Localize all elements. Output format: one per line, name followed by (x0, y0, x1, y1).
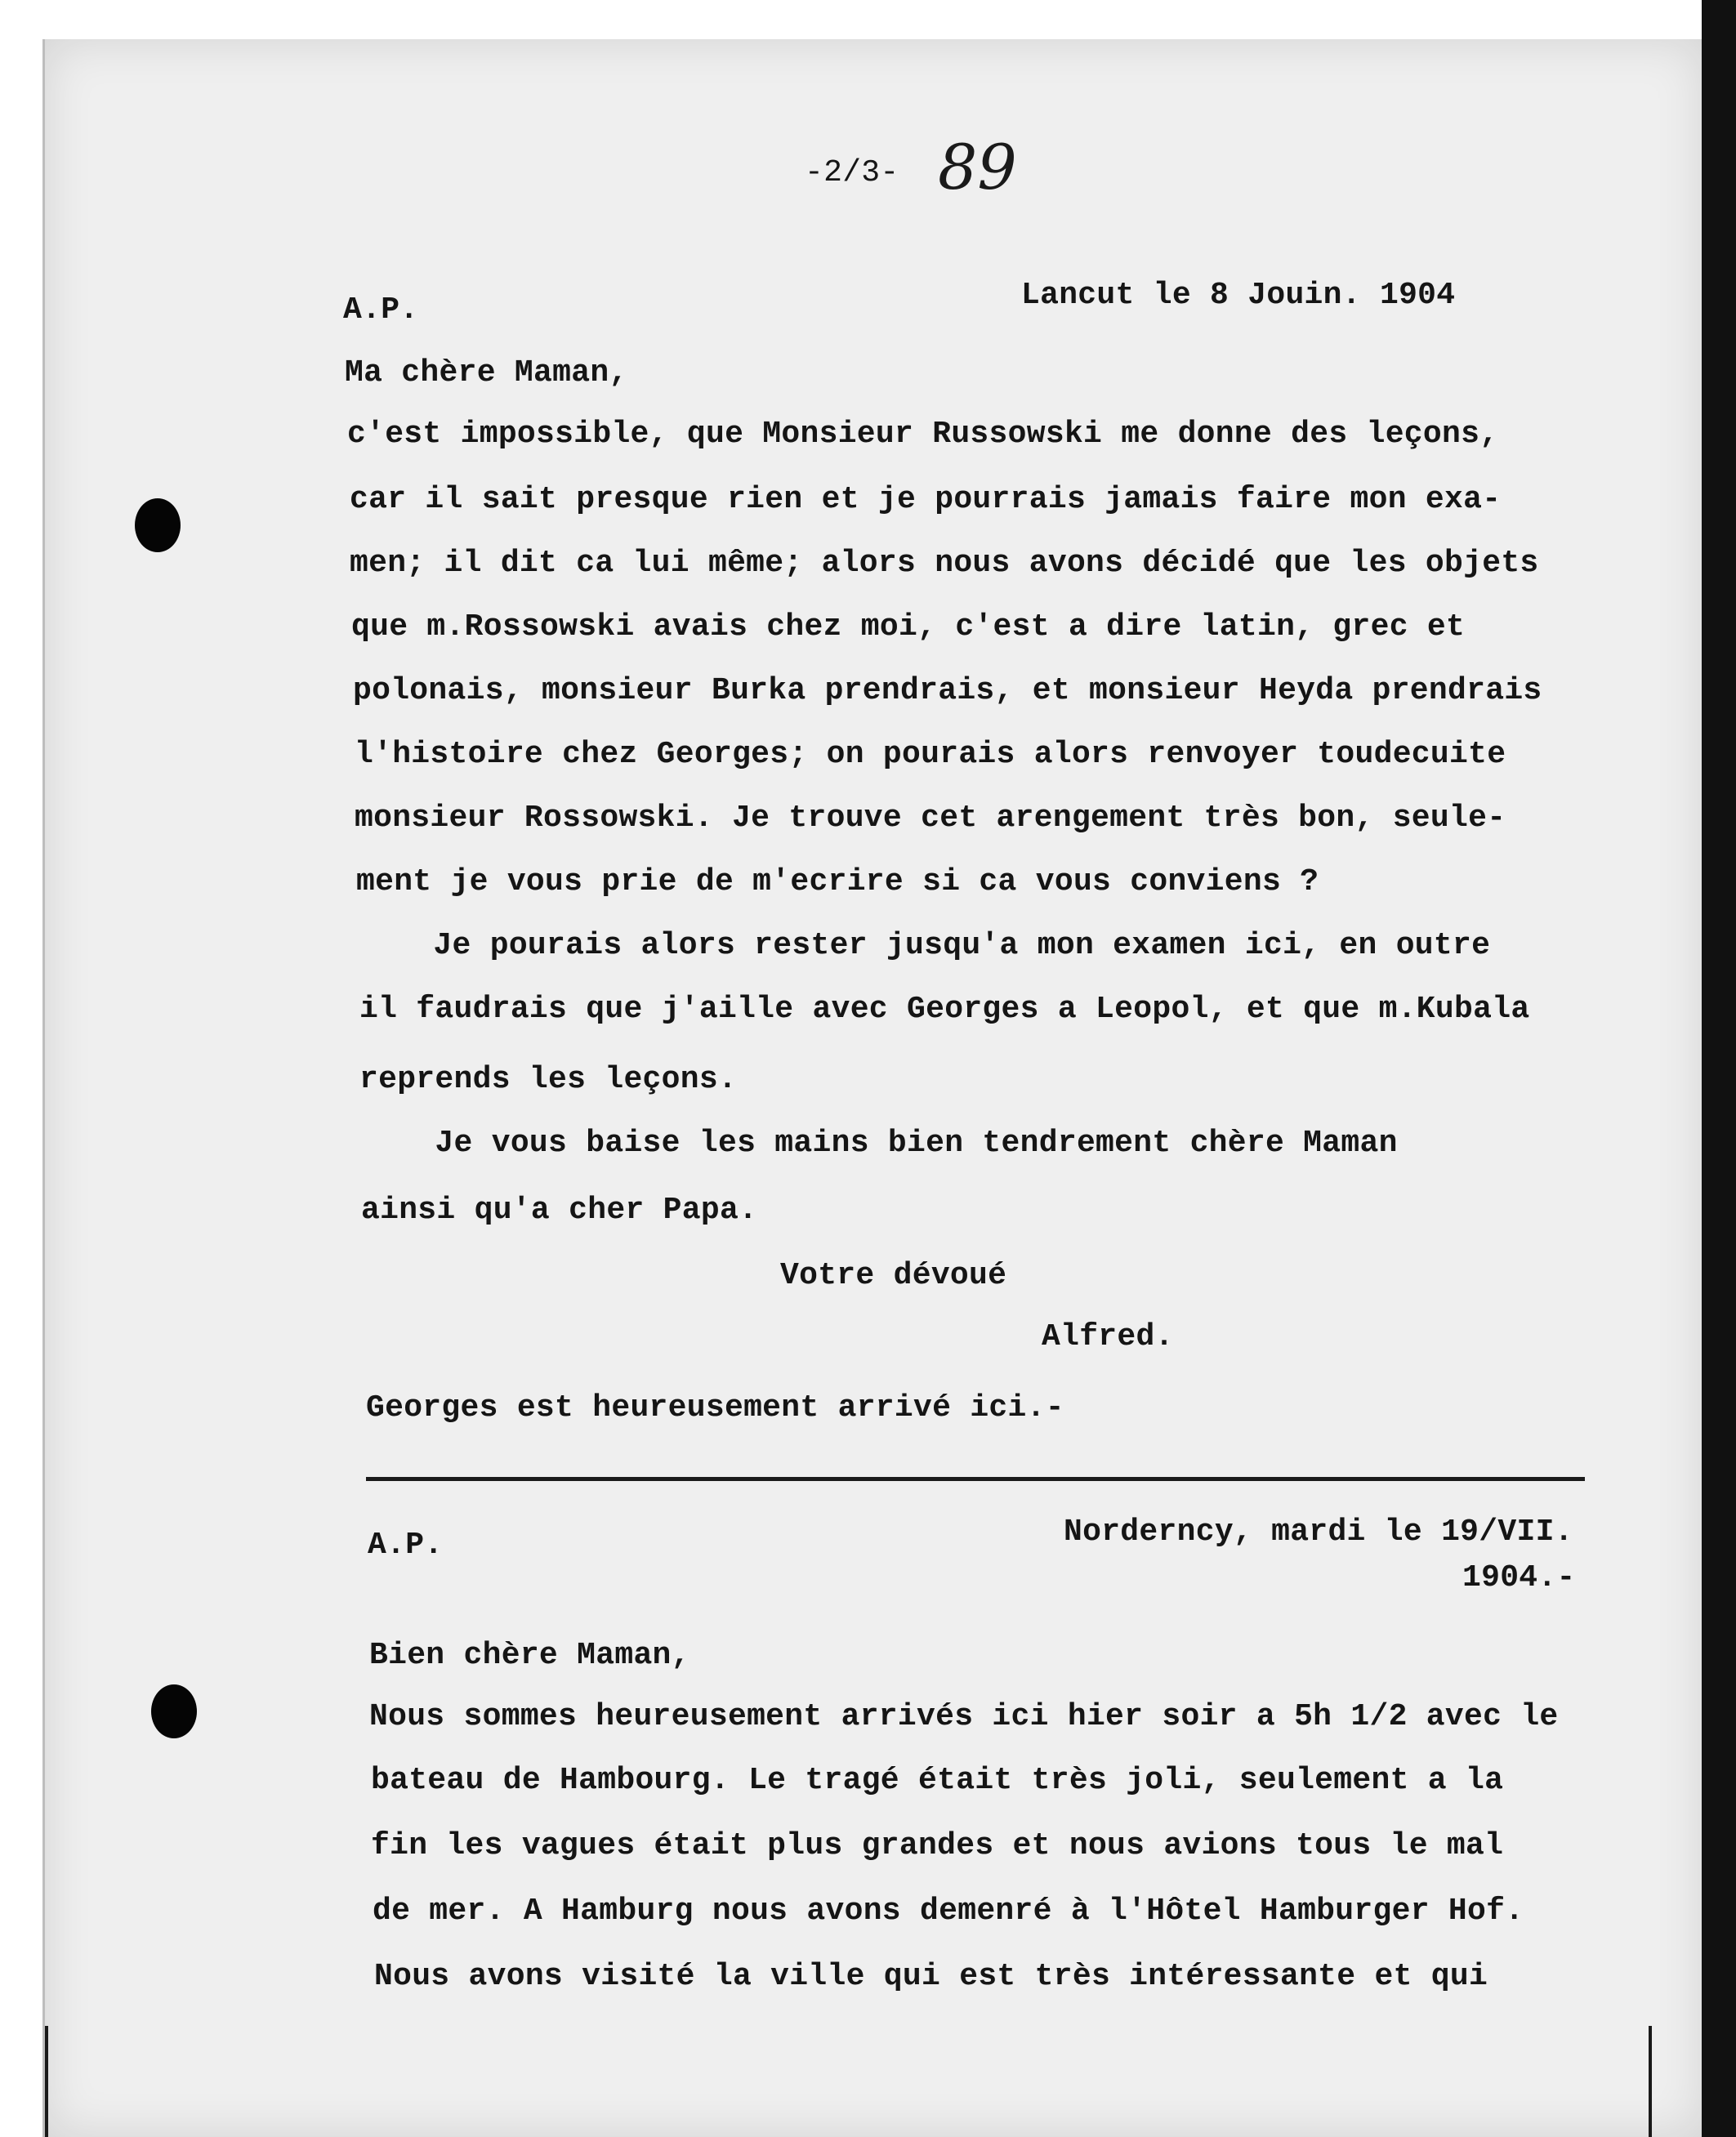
letter1-line: Je vous baise les mains bien tendrement chère Maman (359, 1126, 1398, 1161)
letter1-line: Je pourais alors rester jusqu'a mon examen ici, en outre (358, 928, 1491, 963)
letter1-line: ment je vous prie de m'ecrire si ca vous conviens ? (356, 864, 1319, 899)
letter-divider (366, 1477, 1585, 1481)
page-number: -2/3- (805, 155, 899, 190)
letter1-line: il faudrais que j'aille avec Georges a Leopol, et que m.Kubala (359, 992, 1530, 1027)
letter1-line: ainsi qu'a cher Papa. (361, 1193, 758, 1228)
letter1-place-date: Lancut le 8 Jouin. 1904 (1021, 278, 1456, 313)
letter1-line: l'histoire chez Georges; on pourais alors renvoyer toudecuite (355, 737, 1506, 772)
letter2-line: Nous sommes heureusement arrivés ici hier soir a 5h 1/2 avec le (369, 1699, 1559, 1734)
letter1-line: men; il dit ca lui même; alors nous avons décidé que les objets (350, 546, 1539, 581)
letter2-line: bateau de Hambourg. Le tragé était très joli, seulement a la (371, 1763, 1504, 1798)
letter1-postscript: Georges est heureusement arrivé ici.- (366, 1390, 1064, 1425)
letter1-signature: Alfred. (1042, 1319, 1174, 1354)
letter1-salutation: Ma chère Maman, (345, 355, 628, 390)
letter2-line: de mer. A Hamburg nous avons demenré à l'Hôtel Hamburger Hof. (373, 1894, 1524, 1929)
letter1-line: monsieur Rossowski. Je trouve cet arengement très bon, seule- (355, 801, 1506, 836)
letter1-line: reprends les leçons. (359, 1062, 738, 1097)
punch-hole-bottom (151, 1684, 197, 1738)
letter2-place-date-line1: Norderncy, mardi le 19/VII. (1064, 1515, 1573, 1550)
letter2-initials: A.P. (368, 1528, 444, 1563)
letter2-place-date-line2: 1904.- (1462, 1560, 1576, 1595)
handwritten-folio-number: 89 (938, 131, 1017, 203)
paper-sheet (42, 39, 1703, 2137)
letter2-salutation: Bien chère Maman, (369, 1638, 690, 1673)
letter1-line: que m.Rossowski avais chez moi, c'est a dire latin, grec et (351, 609, 1466, 645)
letter1-line: c'est impossible, que Monsieur Russowski me donne des leçons, (347, 417, 1499, 452)
letter2-line: fin les vagues était plus grandes et nous avions tous le mal (371, 1828, 1504, 1863)
letter1-line: car il sait presque rien et je pourrais jamais faire mon exa- (350, 482, 1502, 517)
letter1-initials: A.P. (343, 292, 419, 328)
scan-border (1702, 0, 1736, 2137)
right-edge-mark (1649, 2026, 1652, 2137)
punch-hole-top (135, 498, 181, 552)
letter2-line: Nous avons visité la ville qui est très intéressante et qui (374, 1959, 1488, 1994)
letter1-closing: Votre dévoué (780, 1258, 1007, 1293)
letter1-line: polonais, monsieur Burka prendrais, et monsieur Heyda prendrais (353, 673, 1542, 708)
left-edge-mark (45, 2026, 48, 2137)
